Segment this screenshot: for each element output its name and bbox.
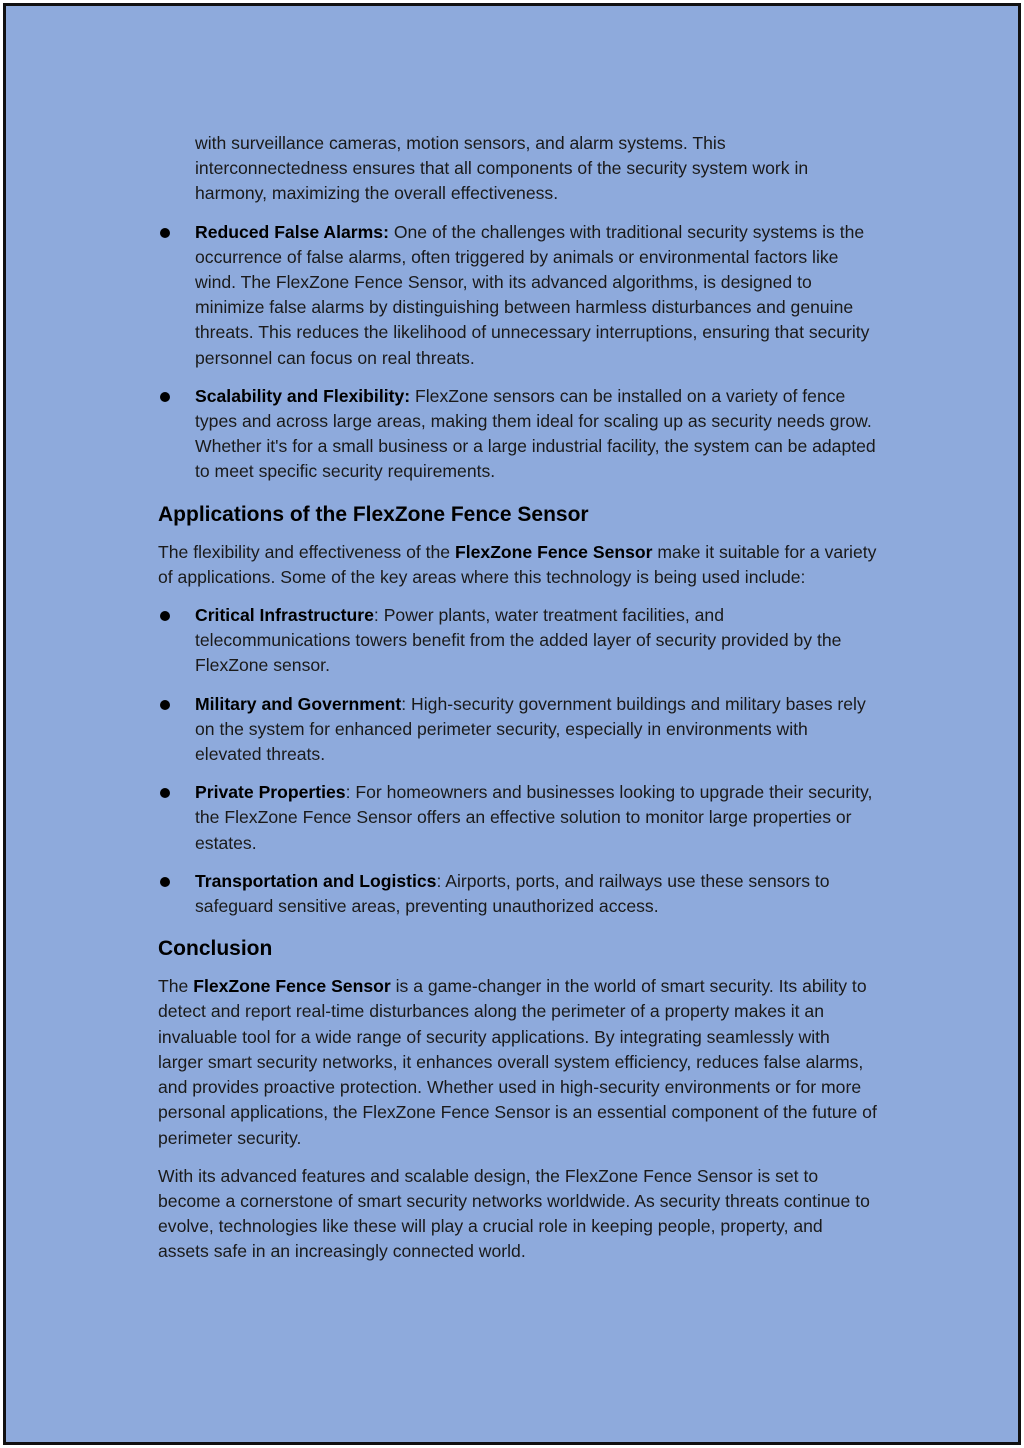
list-item-text: One of the challenges with traditional security systems is the occurrence of false alarms, often triggered by animals or environmental factors like wind. The FlexZone Fence Sensor, with its advanced algorithms, is designed to minimize false alarms by distinguishing between harmless disturbances and genuine threats. This reduces the likelihood of unnecessary interruptions, ensuring that security personnel can focus on real threats. bbox=[195, 221, 870, 368]
list-item-term: Critical Infrastructure bbox=[195, 605, 374, 626]
list-item-text: : Power plants, water treatment facilities, and telecommunications towers benefit from the added layer of security provided by the FlexZone sensor. bbox=[195, 605, 842, 676]
list-item-term: Military and Government bbox=[195, 693, 402, 714]
conclusion-p1-post: is a game-changer in the world of smart security. Its ability to detect and report real-time disturbances along the perimeter of a property makes it an invaluable tool for a wide range of security applications. By integrating seamlessly with larger smart security networks, it enhances overall system efficiency, reduces false alarms, and provides proactive protection. Whether used in high-security environments or for more personal applications, the FlexZone Fence Sensor is an essential component of the future of perimeter security. bbox=[158, 976, 877, 1148]
list-item-term: Transportation and Logistics bbox=[195, 870, 437, 891]
bullet-icon bbox=[160, 788, 170, 798]
applications-intro-pre: The flexibility and effectiveness of the bbox=[158, 541, 455, 562]
list-item-text: : For homeowners and businesses looking to upgrade their security, the FlexZone Fence Sensor offers an effective solution to monitor large properties or estates. bbox=[195, 782, 873, 853]
conclusion-heading: Conclusion bbox=[158, 937, 273, 961]
list-item-term: Private Properties bbox=[195, 782, 346, 803]
list-item-reduced-false-alarms bbox=[158, 220, 878, 371]
bullet-icon bbox=[160, 700, 170, 710]
applications-intro-bold: FlexZone Fence Sensor bbox=[454, 541, 653, 562]
bullet-icon bbox=[160, 611, 170, 621]
conclusion-paragraph-1 bbox=[158, 974, 878, 1150]
conclusion-p1-pre: The bbox=[158, 976, 194, 997]
conclusion-p1-bold: FlexZone Fence Sensor bbox=[193, 976, 391, 997]
list-item-critical-infrastructure bbox=[158, 603, 878, 679]
list-item-term: Scalability and Flexibility: bbox=[195, 385, 411, 406]
list-item-scalability bbox=[158, 384, 878, 485]
bullet-icon bbox=[160, 228, 170, 238]
bullet-icon bbox=[160, 392, 170, 402]
feature-list bbox=[158, 220, 878, 485]
list-item-private-properties bbox=[158, 780, 878, 856]
bullet-icon bbox=[160, 877, 170, 887]
applications-heading: Applications of the FlexZone Fence Sensor bbox=[158, 502, 589, 526]
document-page bbox=[3, 3, 1021, 1445]
list-item-text: FlexZone sensors can be installed on a variety of fence types and across large areas, making them ideal for scaling up as security needs grow. Whether it's for a small business or a large industrial facility, the system can be adapted to meet specific security requirements. bbox=[195, 385, 876, 482]
document-body bbox=[158, 131, 878, 1278]
applications-list bbox=[158, 603, 878, 919]
applications-intro-post: make it suitable for a variety of applications. Some of the key areas where this technology is being used include: bbox=[158, 541, 877, 587]
list-item-text: : Airports, ports, and railways use these sensors to safeguard sensitive areas, preventing unauthorized access. bbox=[195, 870, 830, 917]
list-item-term: Reduced False Alarms: bbox=[195, 221, 389, 242]
list-item-military-government bbox=[158, 692, 878, 768]
applications-intro bbox=[158, 540, 878, 590]
list-item-transportation-logistics bbox=[158, 869, 878, 919]
list-item-text: : High-security government buildings and military bases rely on the system for enhanced perimeter security, especially in environments with elevated threats. bbox=[195, 693, 866, 765]
conclusion-paragraph-2: With its advanced features and scalable design, the FlexZone Fence Sensor is set to become a cornerstone of smart security networks worldwide. As security threats continue to evolve, technologies like these will play a crucial role in keeping people, property, and assets safe in an increasingly connected world. bbox=[158, 1165, 870, 1262]
bullet-continuation-text: with surveillance cameras, motion sensors, and alarm systems. This interconnectedness ensures that all components of the security system work in harmony, maximizing the overall effectiveness. bbox=[195, 133, 809, 204]
